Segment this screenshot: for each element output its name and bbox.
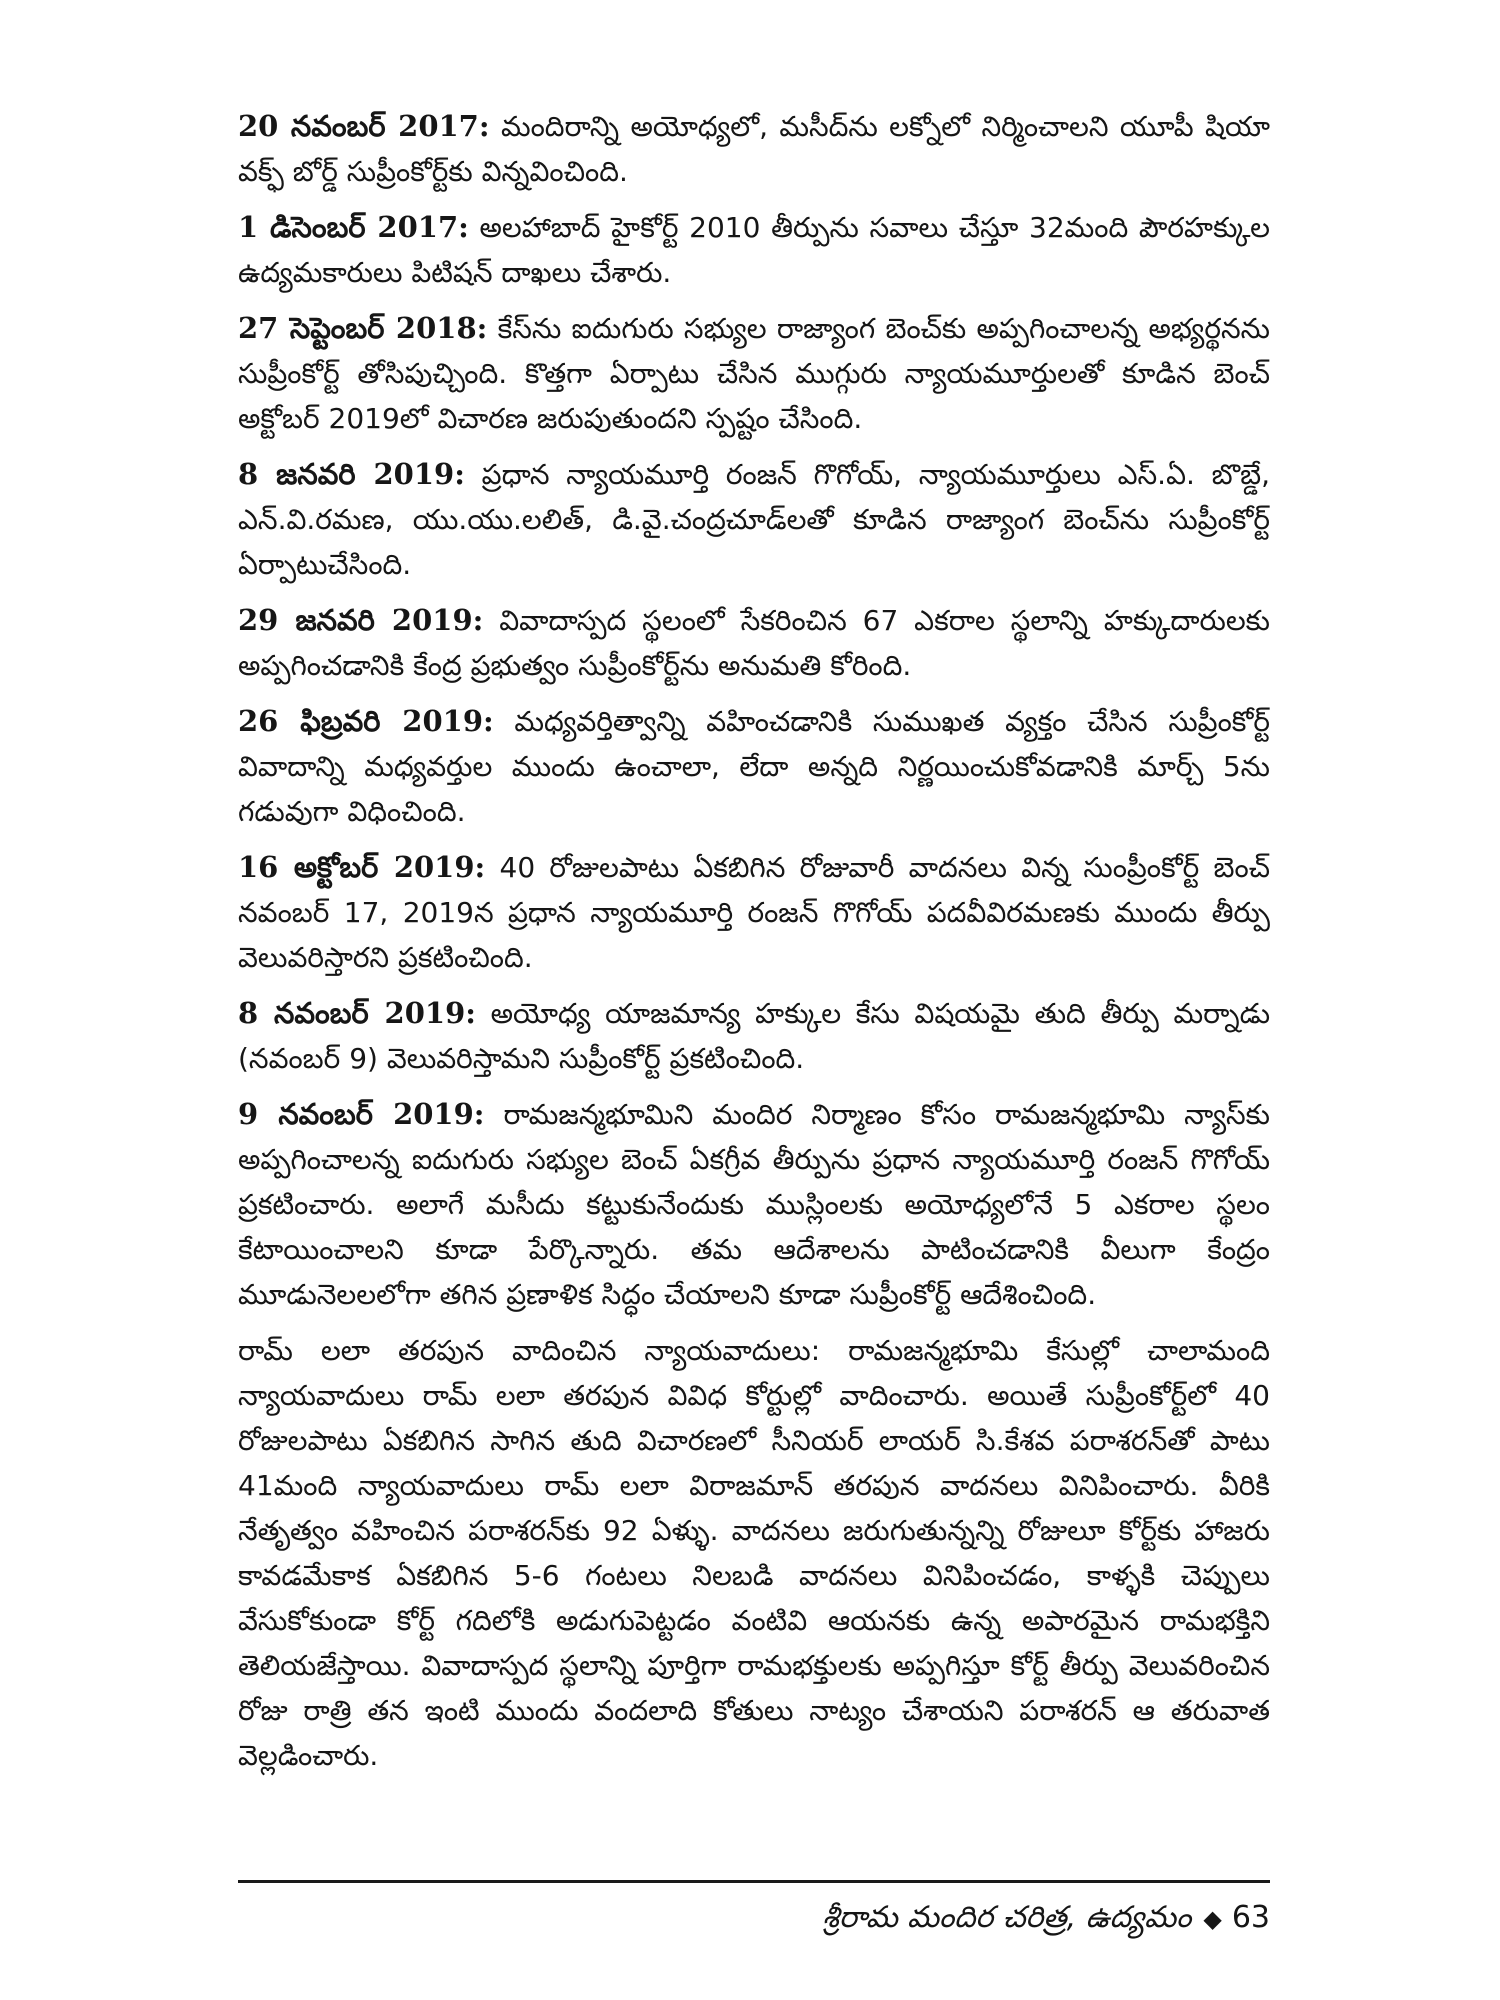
entry-date: 20 నవంబర్ 2017: (238, 109, 490, 143)
book-title: శ్రీరామ మందిర చరిత్ర, ఉద్యమం (822, 1900, 1192, 1935)
entry-date: 27 సెప్టెంబర్ 2018: (238, 311, 488, 345)
diamond-icon: ◆ (1203, 1905, 1222, 1933)
timeline-entry-7 (238, 845, 1270, 980)
entry-text: అయోధ్య యాజమాన్య హక్కుల కేసు విషయమై తుది తీర్పు మర్నాడు (నవంబర్ 9) వెలువరిస్తామని సుప్రీంకోర్ట్ ప్రకటించింది. (238, 997, 1271, 1075)
entry-date: 8 నవంబర్ 2019: (238, 996, 476, 1030)
page-footer (822, 1896, 1270, 1941)
entry-text: కేస్‌ను ఐదుగురు సభ్యుల రాజ్యాంగ బెంచ్‌కు అప్పగించాలన్న అభ్యర్థనను సుప్రీంకోర్ట్ తోసిపుచ్చింది. కొత్తగా ఏర్పాటు చేసిన ముగ్గురు న్యాయమూర్తులతో కూడిన బెంచ్ అక్టోబర్ 2019లో విచారణ జరుపుతుందని స్పష్టం చేసింది. (238, 312, 1270, 435)
page-body (238, 104, 1270, 1778)
closing-paragraph: రామ్ లలా తరపున వాదించిన న్యాయవాదులు: రామజన్మభూమి కేసుల్లో చాలామంది న్యాయవాదులు రామ్ లలా తరపున వివిధ కోర్టుల్లో వాదించారు. అయితే సుప్రీంకోర్ట్‌లో 40 రోజులపాటు ఏకబిగిన సాగిన తుది విచారణలో సీనియర్ లాయర్ సి.కేశవ పరాశరన్‌తో పాటు 41మంది న్యాయవాదులు రామ్ లలా విరాజమాన్ తరపున వాదనలు వినిపించారు. వీరికి నేతృత్వం వహించిన పరాశరన్‌కు 92 ఏళ్ళు. వాదనలు జరుగుతున్నన్ని రోజులూ కోర్ట్‌కు హాజరు కావడమేకాక ఏకబిగిన 5-6 గంటలు నిలబడి వాదనలు వినిపించడం, కాళ్ళకి చెప్పులు వేసుకోకుండా కోర్ట్ గదిలోకి అడుగుపెట్టడం వంటివి ఆయనకు ఉన్న అపారమైన రామభక్తిని తెలియజేస్తాయి. వివాదాస్పద స్థలాన్ని పూర్తిగా రామభక్తులకు అప్పగిస్తూ కోర్ట్ తీర్పు వెలువరించిన రోజు రాత్రి తన ఇంటి ముందు వందలాది కోతులు నాట్యం చేశాయని పరాశరన్ ఆ తరువాత వెల్లడించారు. (238, 1334, 1270, 1772)
entry-date: 9 నవంబర్ 2019: (238, 1097, 485, 1131)
footer-divider (238, 1880, 1270, 1883)
entry-date: 8 జనవరి 2019: (238, 457, 465, 491)
timeline-entry-1 (238, 104, 1270, 194)
entry-text: రామజన్మభూమిని మందిర నిర్మాణం కోసం రామజన్మభూమి న్యాస్‌కు అప్పగించాలన్న ఐదుగురు సభ్యుల బెంచ్ ఏకగ్రీవ తీర్పును ప్రధాన న్యాయమూర్తి రంజన్ గొగోయ్ ప్రకటించారు. అలాగే మసీదు కట్టుకునేందుకు ముస్లింలకు అయోధ్యలోనే 5 ఎకరాల స్థలం కేటాయించాలని కూడా పేర్కొన్నారు. తమ ఆదేశాలను పాటించడానికి వీలుగా కేంద్రం మూడునెలలలోగా తగిన ప్రణాళిక సిద్ధం చేయాలని కూడా సుప్రీంకోర్ట్ ఆదేశించింది. (238, 1098, 1270, 1311)
entry-date: 29 జనవరి 2019: (238, 603, 484, 637)
entry-date: 1 డిసెంబర్ 2017: (238, 210, 469, 244)
entry-date: 26 ఫిబ్రవరి 2019: (238, 704, 494, 738)
timeline-entry-6 (238, 699, 1270, 834)
page-number: 63 (1231, 1900, 1270, 1935)
entry-text: ప్రధాన న్యాయమూర్తి రంజన్ గొగోయ్, న్యాయమూర్తులు ఎస్.ఏ. బొబ్డే, ఎన్.వి.రమణ, యు.యు.లలిత్, డి.వై.చంద్రచూడ్‌లతో కూడిన రాజ్యాంగ బెంచ్‌ను సుప్రీంకోర్ట్ ఏర్పాటుచేసింది. (238, 458, 1270, 581)
timeline-entry-9 (238, 1092, 1270, 1317)
entry-date: 16 అక్టోబర్ 2019: (238, 850, 486, 884)
timeline-entry-3 (238, 306, 1270, 441)
entry-text: మధ్యవర్తిత్వాన్ని వహించడానికి సుముఖత వ్యక్తం చేసిన సుప్రీంకోర్ట్ వివాదాన్ని మధ్యవర్తుల ముందు ఉంచాలా, లేదా అన్నది నిర్ణయించుకోవడానికి మార్చ్ 5ను గడువుగా విధించింది. (238, 705, 1271, 828)
timeline-entry-4 (238, 452, 1270, 587)
entry-text: అలహాబాద్ హైకోర్ట్ 2010 తీర్పును సవాలు చేస్తూ 32మంది పౌరహక్కుల ఉద్యమకారులు పిటిషన్ దాఖలు చేశారు. (238, 211, 1270, 289)
timeline-entry-8 (238, 991, 1270, 1081)
entry-text: వివాదాస్పద స్థలంలో సేకరించిన 67 ఎకరాల స్థలాన్ని హక్కుదారులకు అప్పగించడానికి కేంద్ర ప్రభుత్వం సుప్రీంకోర్ట్‌ను అనుమతి కోరింది. (238, 604, 1270, 682)
entry-text: 40 రోజులపాటు ఏకబిగిన రోజువారీ వాదనలు విన్న సుంప్రీంకోర్ట్ బెంచ్ నవంబర్ 17, 2019న ప్రధాన న్యాయమూర్తి రంజన్ గొగోయ్ పదవీవిరమణకు ముందు తీర్పు వెలువరిస్తారని ప్రకటించింది. (238, 851, 1270, 974)
entry-text: మందిరాన్ని అయోధ్యలో, మసీద్‌ను లక్నోలో నిర్మించాలని యూపీ షియా వక్ఫ్ బోర్డ్ సుప్రీంకోర్ట్‌కు విన్నవించింది. (238, 110, 1270, 188)
timeline-entry-2 (238, 205, 1270, 295)
timeline-entry-5 (238, 598, 1270, 688)
